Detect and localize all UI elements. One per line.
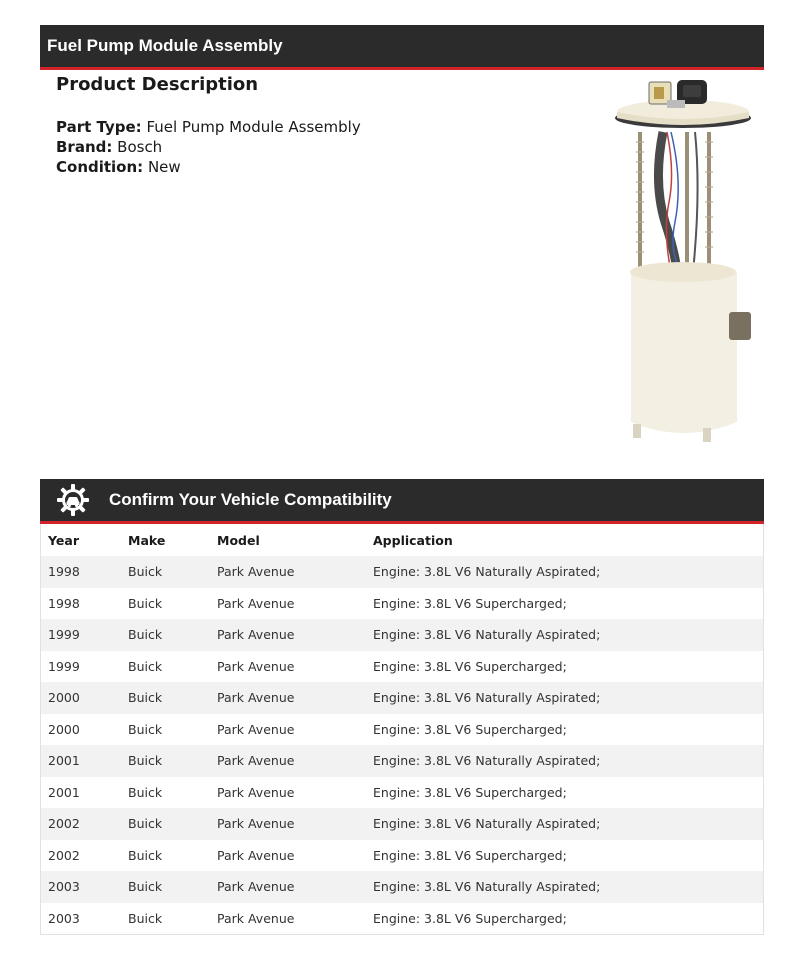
table-row — [41, 745, 763, 777]
spec-value: New — [147, 158, 181, 176]
spec-label: Part Type: — [56, 118, 142, 136]
spec-condition — [56, 157, 361, 177]
table-row — [41, 903, 763, 935]
cell-model: Park Avenue — [217, 847, 295, 863]
cell-make: Buick — [128, 564, 163, 580]
cell-make: Buick — [128, 658, 163, 674]
spec-label: Brand: — [56, 138, 113, 156]
cell-year: 2001 — [48, 784, 80, 800]
cell-year: 2003 — [48, 879, 80, 895]
cell-application: Engine: 3.8L V6 Naturally Aspirated; — [373, 879, 601, 895]
table-row — [41, 808, 763, 840]
description-heading: Product Description — [56, 74, 259, 95]
table-row — [41, 588, 763, 620]
cell-make: Buick — [128, 816, 163, 832]
cell-year: 1999 — [48, 658, 80, 674]
cell-application: Engine: 3.8L V6 Naturally Aspirated; — [373, 690, 601, 706]
cell-year: 2000 — [48, 690, 80, 706]
cell-year: 2001 — [48, 753, 80, 769]
cell-model: Park Avenue — [217, 658, 295, 674]
cell-model: Park Avenue — [217, 816, 295, 832]
table-row — [41, 777, 763, 809]
cell-make: Buick — [128, 847, 163, 863]
table-row — [41, 714, 763, 746]
compatibility-table — [40, 524, 764, 935]
product-image — [605, 72, 765, 452]
cell-year: 2002 — [48, 816, 80, 832]
cell-year: 1999 — [48, 627, 80, 643]
cell-application: Engine: 3.8L V6 Supercharged; — [373, 721, 567, 737]
spec-brand — [56, 137, 361, 157]
cell-year: 1998 — [48, 595, 80, 611]
column-header-model: Model — [217, 532, 260, 548]
cell-make: Buick — [128, 595, 163, 611]
cell-make: Buick — [128, 879, 163, 895]
cell-model: Park Avenue — [217, 753, 295, 769]
cell-application: Engine: 3.8L V6 Naturally Aspirated; — [373, 753, 601, 769]
column-header-make: Make — [128, 532, 166, 548]
cell-application: Engine: 3.8L V6 Supercharged; — [373, 847, 567, 863]
column-header-year: Year — [48, 532, 79, 548]
cell-make: Buick — [128, 690, 163, 706]
cell-year: 2003 — [48, 910, 80, 926]
spec-value: Fuel Pump Module Assembly — [146, 118, 361, 136]
spec-label: Condition: — [56, 158, 144, 176]
cell-make: Buick — [128, 910, 163, 926]
cell-model: Park Avenue — [217, 721, 295, 737]
cell-application: Engine: 3.8L V6 Naturally Aspirated; — [373, 564, 601, 580]
cell-application: Engine: 3.8L V6 Supercharged; — [373, 595, 567, 611]
gear-car-icon — [56, 483, 90, 517]
page-title: Fuel Pump Module Assembly — [47, 36, 283, 55]
cell-make: Buick — [128, 784, 163, 800]
cell-model: Park Avenue — [217, 784, 295, 800]
spec-part-type — [56, 117, 361, 137]
column-header-application: Application — [373, 532, 453, 548]
cell-application: Engine: 3.8L V6 Supercharged; — [373, 658, 567, 674]
table-row — [41, 556, 763, 588]
table-row — [41, 871, 763, 903]
title-bar — [40, 25, 764, 70]
cell-model: Park Avenue — [217, 910, 295, 926]
cell-make: Buick — [128, 721, 163, 737]
spec-list — [56, 117, 361, 177]
table-header-row — [41, 524, 763, 556]
table-row — [41, 840, 763, 872]
compatibility-bar — [40, 479, 764, 524]
cell-application: Engine: 3.8L V6 Supercharged; — [373, 784, 567, 800]
cell-model: Park Avenue — [217, 595, 295, 611]
cell-make: Buick — [128, 753, 163, 769]
cell-year: 2000 — [48, 721, 80, 737]
spec-value: Bosch — [117, 138, 163, 156]
cell-model: Park Avenue — [217, 564, 295, 580]
cell-model: Park Avenue — [217, 627, 295, 643]
compatibility-title: Confirm Your Vehicle Compatibility — [109, 490, 392, 509]
cell-model: Park Avenue — [217, 879, 295, 895]
cell-year: 2002 — [48, 847, 80, 863]
cell-application: Engine: 3.8L V6 Naturally Aspirated; — [373, 816, 601, 832]
cell-year: 1998 — [48, 564, 80, 580]
cell-make: Buick — [128, 627, 163, 643]
table-row — [41, 651, 763, 683]
table-row — [41, 682, 763, 714]
cell-application: Engine: 3.8L V6 Naturally Aspirated; — [373, 627, 601, 643]
cell-model: Park Avenue — [217, 690, 295, 706]
table-row — [41, 619, 763, 651]
cell-application: Engine: 3.8L V6 Supercharged; — [373, 910, 567, 926]
